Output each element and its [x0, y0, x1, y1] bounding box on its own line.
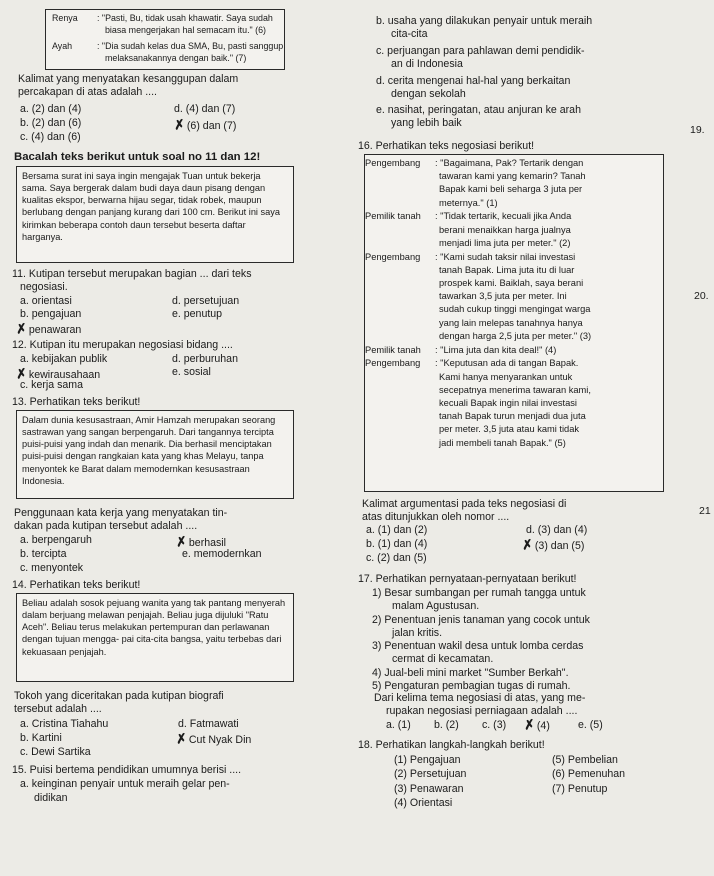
question-stem: Kalimat argumentasi pada teks negosiasi di: [362, 498, 567, 510]
dialog-line: : "Lima juta dan kita deal!" (4): [435, 344, 557, 355]
dialog-speaker: Ayah: [52, 41, 73, 51]
statement-item: jalan kritis.: [392, 626, 443, 639]
option-c[interactable]: c. menyontek: [20, 562, 84, 574]
option-a[interactable]: a. (1) dan (2): [366, 524, 428, 536]
option-a[interactable]: a. Cristina Tiahahu: [20, 718, 109, 730]
statement-item: 2) Penentuan jenis tanaman yang cocok untuk: [372, 613, 590, 626]
option-e[interactable]: e. (5): [578, 719, 603, 731]
dialog-line: : "Kami sudah taksir nilai investasi: [435, 251, 576, 262]
cross-mark-icon: ✗: [522, 716, 536, 733]
step-item: (7) Penutup: [552, 782, 608, 795]
option-d[interactable]: d. Fatmawati: [178, 718, 239, 730]
dialog-line: tanah Bapak turun menjadi dua juta: [439, 411, 586, 422]
dialog-line: jadi membeli tanah Bapak." (5): [439, 437, 566, 448]
text-box-body: Bersama surat ini saya ingin mengajak Tuan untuk bekerja sama. Saya bergerak dalam budi daya daun pisang dengan kualitas ekspor, berwarna hijau segar, tidak robek, maupun berlubang dengan panjang kurang dari 100 cm. Berikut ini saya kirimkan beberapa contoh daun tersebut beserta daftar harganya.: [22, 171, 280, 242]
cross-mark-icon: ✗: [174, 533, 188, 550]
option-text: (3) dan (5): [534, 540, 585, 552]
step-item: (2) Persetujuan: [394, 768, 467, 781]
dialog-line: secepatnya menerima tawaran kami,: [439, 384, 591, 395]
option-d-cont: dengan sekolah: [391, 88, 466, 100]
option-b[interactable]: b. (1) dan (4): [366, 538, 428, 550]
dialog-line: Bapak kami beli seharga 3 juta per: [439, 184, 583, 195]
option-c[interactable]: c. (3): [482, 719, 507, 731]
question-stem: 17. Perhatikan pernyataan-pernyataan berikut!: [358, 573, 577, 585]
question-stem: Kalimat yang menyatakan kesanggupan dalam: [18, 73, 239, 85]
text-box-3: [16, 593, 294, 682]
option-e[interactable]: e. sosial: [172, 366, 211, 378]
option-e[interactable]: e. memodernkan: [182, 548, 262, 560]
option-text: Cut Nyak Din: [188, 734, 252, 746]
dialog-line: : "Bagaimana, Pak? Tertarik dengan: [435, 158, 584, 168]
cross-mark-icon: ✗: [520, 536, 534, 553]
step-item: (5) Pembelian: [552, 754, 618, 766]
step-item: (1) Pengajuan: [394, 754, 461, 766]
option-b[interactable]: b. (2): [434, 719, 459, 731]
dialog-speaker: Pemilik tanah: [365, 211, 421, 222]
option-text: kewirausahaan: [28, 369, 101, 381]
step-item: (6) Pemenuhan: [552, 768, 626, 781]
option-e-marked[interactable]: [176, 731, 251, 747]
text-box-body: Beliau adalah sosok pejuang wanita yang tak pantang menyerah dalam berjuang melawan penjajah. Beliau juga dijuluki "Ratu Aceh". Beliau terus melakukan pertempuran dan perlawanan dengan tujuan mengga- pai cita-cita bangsa, yaitu terbebas dari kekuasaan penjajah.: [22, 598, 286, 657]
dialog-line: dengan harga 2,5 juta per meter." (3): [439, 330, 592, 341]
option-c-marked[interactable]: [16, 321, 81, 337]
statement-item: 5) Pengaturan pembagian tugas di rumah.: [372, 680, 571, 692]
option-b[interactable]: b. usaha yang dilakukan penyair untuk meraih: [376, 15, 593, 27]
margin-number: 21: [699, 505, 711, 517]
dialog-line: melaksanakannya dengan baik." (7): [105, 53, 247, 63]
dialog-line: tawaran kami yang kemarin? Tanah: [439, 171, 586, 182]
option-text: (6) dan (7): [186, 120, 237, 132]
option-text: (4): [536, 720, 550, 732]
option-d[interactable]: d. (4) dan (7): [174, 103, 236, 115]
text-box-1: [16, 166, 294, 263]
dialog-line: sudah cukup tinggi mengingat warga: [439, 304, 591, 315]
option-b[interactable]: b. tercipta: [20, 548, 67, 560]
option-a[interactable]: a. kebijakan publik: [20, 353, 108, 365]
option-a[interactable]: a. keinginan penyair untuk meraih gelar pen-: [20, 778, 230, 790]
dialog-speaker: Pengembang: [365, 358, 421, 369]
cross-mark-icon: ✗: [14, 365, 28, 382]
dialog-line: biasa mengerjakan hal semacam itu." (6): [105, 25, 267, 35]
dialog-line: menjadi lima juta per meter." (2): [439, 237, 571, 248]
option-a[interactable]: a. orientasi: [20, 295, 72, 307]
option-e-marked[interactable]: [522, 537, 584, 553]
option-b[interactable]: b. Kartini: [20, 732, 62, 744]
statement-item: 1) Besar sumbangan per rumah tangga untuk: [372, 587, 586, 599]
dialog-line: per meter. 3,5 juta atau kami tidak: [439, 424, 580, 435]
option-e-cont: yang lebih baik: [391, 117, 462, 129]
statement-item: malam Agustusan.: [392, 600, 480, 612]
dialog-speaker: Renya: [52, 13, 78, 23]
option-d[interactable]: d. cerita mengenai hal-hal yang berkaitan: [376, 75, 571, 87]
dialog-line: prospek kami. Baiklah, saya berani: [439, 278, 584, 288]
dialog-line: tanah Bapak. Lima juta itu di luar: [439, 264, 575, 275]
question-stem: Dari kelima tema negosiasi di atas, yang me-: [374, 692, 586, 704]
question-stem: rupakan negosiasi perniagaan adalah ....: [386, 705, 578, 717]
question-stem: 11. Kutipan tersebut merupakan bagian ... dari teks: [12, 268, 252, 280]
cross-mark-icon: ✗: [174, 730, 188, 747]
statement-item: 4) Jual-beli mini market "Sumber Berkah".: [372, 666, 569, 679]
option-text: penawaran: [28, 324, 82, 336]
dialog-line: tawarkan 3,5 juta per meter. Ini: [439, 291, 567, 302]
dialog-line: : "Keputusan ada di tangan Bapak.: [435, 358, 579, 369]
question-stem: atas ditunjukkan oleh nomor ....: [362, 511, 510, 523]
option-a[interactable]: a. (1): [386, 719, 411, 731]
option-b[interactable]: b. (2) dan (6): [20, 117, 82, 129]
question-stem: tersebut adalah ....: [14, 703, 102, 715]
margin-number: 20.: [694, 290, 709, 302]
option-a[interactable]: a. berpengaruh: [20, 534, 92, 546]
question-stem: 14. Perhatikan teks berikut!: [12, 579, 141, 591]
step-item: (4) Orientasi: [394, 796, 453, 809]
option-e-marked[interactable]: [174, 117, 236, 133]
dialog-speaker: Pengembang: [365, 251, 421, 262]
option-c[interactable]: c. (4) dan (6): [20, 131, 81, 143]
option-c[interactable]: c. kerja sama: [20, 379, 83, 391]
dialog-line: : "Pasti, Bu, tidak usah khawatir. Saya sudah: [97, 13, 273, 23]
option-text: berhasil: [188, 537, 227, 549]
question-stem: dakan pada kutipan tersebut adalah ....: [14, 520, 198, 532]
option-d[interactable]: d. perburuhan: [172, 353, 238, 365]
negotiation-dialog-box: [364, 154, 664, 492]
option-a[interactable]: a. (2) dan (4): [20, 103, 82, 115]
option-c-cont: an di Indonesia: [391, 58, 463, 70]
option-c[interactable]: c. perjuangan para pahlawan demi pendidik-: [376, 45, 585, 57]
text-box-2: [16, 410, 294, 499]
cross-mark-icon: ✗: [14, 320, 28, 337]
dialog-speaker: Pengembang: [365, 158, 421, 168]
dialog-line: kecuali Bapak ingin nilai investasi: [439, 398, 577, 408]
dialog-speaker: Pemilik tanah: [365, 344, 421, 355]
option-b-cont: cita-cita: [391, 28, 428, 40]
question-stem: 16. Perhatikan teks negosiasi berikut!: [358, 140, 535, 152]
steps-col-1: [394, 753, 466, 810]
dialog-line: meternya." (1): [439, 197, 498, 208]
question-stem: 15. Puisi bertema pendidikan umumnya berisi ....: [12, 764, 242, 776]
dialog-line: berani menaikkan harga jualnya: [439, 224, 571, 235]
dialog-line: : "Dia sudah kelas dua SMA, Bu, pasti sanggup: [97, 41, 284, 51]
option-d-marked[interactable]: [524, 717, 550, 733]
option-a-cont: didikan: [34, 792, 68, 804]
option-e[interactable]: e. nasihat, peringatan, atau anjuran ke arah: [376, 104, 581, 116]
question-stem: 18. Perhatikan langkah-langkah berikut!: [358, 739, 545, 751]
statement-item: 3) Penentuan wakil desa untuk lomba cerdas: [372, 640, 584, 652]
question-stem: negosiasi.: [20, 281, 68, 293]
margin-number: 19.: [690, 124, 705, 136]
statement-item: cermat di kecamatan.: [392, 653, 494, 665]
option-d[interactable]: d. persetujuan: [172, 295, 240, 307]
option-c[interactable]: c. (2) dan (5): [366, 552, 427, 564]
dialog-line: yang lain melepas tanahnya hanya: [439, 317, 583, 328]
question-stem: 12. Kutipan itu merupakan negosiasi bidang ....: [12, 339, 233, 351]
question-stem: Penggunaan kata kerja yang menyatakan tin-: [14, 507, 228, 519]
dialog-line: : "Tidak tertarik, kecuali jika Anda: [435, 211, 572, 222]
question-stem: Tokoh yang diceritakan pada kutipan biografi: [14, 690, 224, 702]
dialog-line: Kami hanya menyarankan untuk: [439, 371, 573, 382]
option-b[interactable]: b. pengajuan: [20, 308, 82, 320]
text-box-body: Dalam dunia kesusastraan, Amir Hamzah merupakan seorang sastrawan yang sangan berpengaruh. Dari tangannya tercipta puisi-puisi yang indah dan menarik. Dia berhasil menciptakan puisi-puisi dengan rangkaian kata yang khas Melayu, tanpa menyontek ke Barat dalam memodernkan kesusastraan Indonesia.: [22, 415, 276, 486]
dialog-box-top: [45, 9, 285, 70]
step-item: (3) Penawaran: [394, 782, 464, 795]
steps-col-2: [552, 753, 625, 796]
option-c[interactable]: c. Dewi Sartika: [20, 746, 91, 758]
question-stem: percakapan di atas adalah ....: [18, 86, 157, 98]
option-d[interactable]: d. (3) dan (4): [526, 524, 588, 536]
cross-mark-icon: ✗: [172, 116, 186, 133]
question-stem: 13. Perhatikan teks berikut!: [12, 396, 141, 408]
option-e[interactable]: e. penutup: [172, 308, 223, 320]
section-title: Bacalah teks berikut untuk soal no 11 dan 12!: [14, 151, 261, 163]
